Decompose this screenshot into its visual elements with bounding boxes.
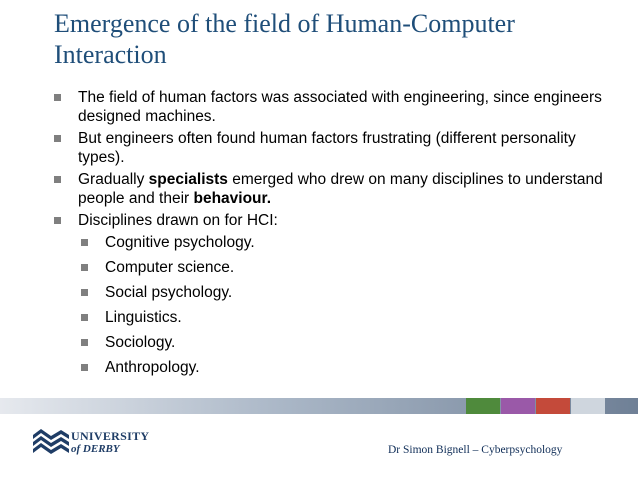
sub-bullet-text: Social psychology. xyxy=(105,284,233,301)
bullet-list xyxy=(54,88,614,377)
square-bullet-icon xyxy=(81,314,88,321)
bullet-item xyxy=(54,170,614,208)
square-bullet-icon xyxy=(81,339,88,346)
sub-bullet-item xyxy=(54,258,614,277)
bullet-item xyxy=(54,88,614,126)
sub-bullet-item xyxy=(54,333,614,352)
bullet-text-segment: Gradually xyxy=(78,171,149,188)
square-bullet-icon xyxy=(54,135,61,142)
sub-bullet-text: Linguistics. xyxy=(105,309,182,326)
logo-text-derby: of DERBY xyxy=(71,443,120,455)
bullet-text-bold: behaviour. xyxy=(193,190,272,207)
sub-bullet-text: Cognitive psychology. xyxy=(105,234,255,251)
logo-mark-icon xyxy=(33,427,69,457)
bullet-text: The field of human factors was associated with engineering, since engineers designed machines. xyxy=(78,89,602,125)
sub-bullet-text: Anthropology. xyxy=(105,359,200,376)
sub-bullet-item xyxy=(54,308,614,327)
logo-text-university: UNIVERSITY xyxy=(71,429,150,443)
university-logo xyxy=(33,427,153,461)
sub-bullet-text: Computer science. xyxy=(105,259,235,276)
square-bullet-icon xyxy=(54,176,61,183)
sub-bullet-item xyxy=(54,358,614,377)
footer-color-block-red xyxy=(536,398,570,414)
bullet-text: Disciplines drawn on for HCI: xyxy=(78,212,278,229)
square-bullet-icon xyxy=(81,364,88,371)
sub-bullet-item xyxy=(54,283,614,302)
bullet-item xyxy=(54,129,614,167)
sub-bullet-text: Sociology. xyxy=(105,334,176,351)
square-bullet-icon xyxy=(81,264,88,271)
bullet-item xyxy=(54,211,614,230)
square-bullet-icon xyxy=(54,217,61,224)
bullet-text-segment: emerged who drew on many disciplines to understand people and their xyxy=(78,171,603,207)
bullet-text-bold: specialists xyxy=(148,171,228,188)
footer-color-block-green xyxy=(466,398,500,414)
bullet-text: But engineers often found human factors frustrating (different personality types). xyxy=(78,130,576,166)
square-bullet-icon xyxy=(81,239,88,246)
slide-title: Emergence of the field of Human-Computer Interaction xyxy=(54,9,515,69)
footer-color-block-purple xyxy=(501,398,535,414)
square-bullet-icon xyxy=(54,94,61,101)
square-bullet-icon xyxy=(81,289,88,296)
sub-bullet-item xyxy=(54,233,614,252)
footer-color-block-light xyxy=(571,398,605,414)
footer-credit: Dr Simon Bignell – Cyberpsychology xyxy=(388,444,563,456)
